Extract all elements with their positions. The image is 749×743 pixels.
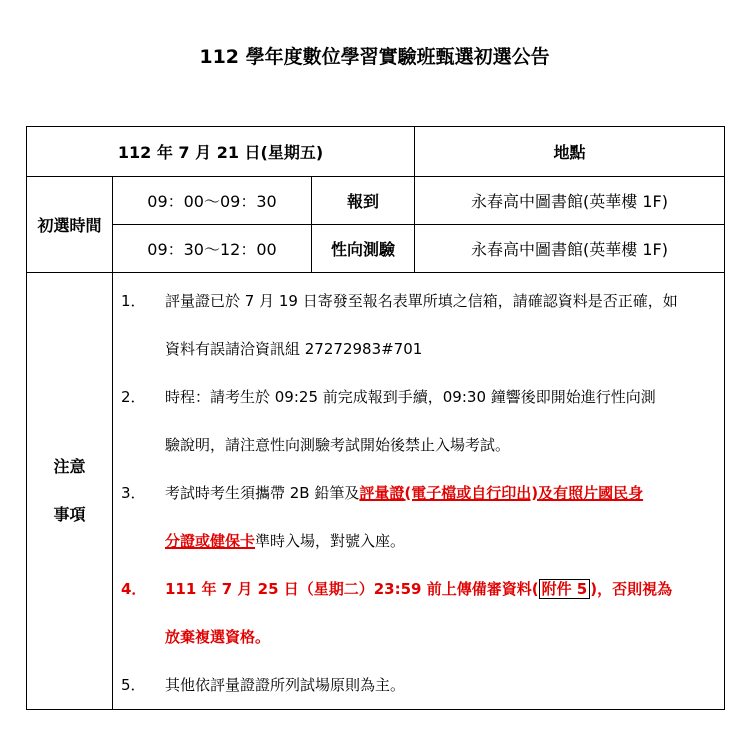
note-number: 1． bbox=[121, 292, 146, 310]
notes-content bbox=[113, 273, 725, 710]
note-item-2 bbox=[113, 373, 724, 469]
attachment-ref: 附件 5 bbox=[539, 579, 591, 599]
note-item-4 bbox=[113, 565, 724, 661]
note-item-5 bbox=[113, 661, 724, 709]
session-row bbox=[27, 225, 725, 273]
note-number: 5． bbox=[121, 676, 146, 694]
announcement-table bbox=[26, 126, 725, 710]
header-row bbox=[27, 127, 725, 177]
note-text bbox=[165, 565, 724, 661]
session-time: 09：30～12：00 bbox=[113, 225, 312, 273]
note-text bbox=[165, 373, 724, 469]
note-line: 時程：請考生於 09:25 前完成報到手續，09:30 鐘響後即開始進行性向測 bbox=[165, 388, 656, 406]
note-number: 3． bbox=[121, 484, 146, 502]
notes-label-2: 事項 bbox=[53, 505, 86, 524]
note-item-3 bbox=[113, 469, 724, 565]
note-text bbox=[165, 661, 724, 709]
page-title: 112 學年度數位學習實驗班甄選初選公告 bbox=[199, 46, 550, 68]
location-header: 地點 bbox=[415, 127, 725, 177]
session-label: 初選時間 bbox=[27, 177, 113, 273]
notes-label-cell bbox=[27, 273, 113, 710]
session-activity: 報到 bbox=[312, 177, 415, 225]
note-line: 驗說明，請注意性向測驗考試開始後禁止入場考試。 bbox=[165, 436, 511, 454]
note-highlight: 評量證(電子檔或自行印出)及有照片國民身 bbox=[359, 484, 644, 502]
notes-label-1: 注意 bbox=[53, 457, 86, 476]
note-highlight: 分證或健保卡 bbox=[165, 532, 256, 550]
note-line: 111 年 7 月 25 日（星期二）23:59 前上傳備審資料( bbox=[165, 580, 539, 598]
session-place: 永春高中圖書館(英華樓 1F) bbox=[415, 177, 725, 225]
note-line: 評量證已於 7 月 19 日寄發至報名表單所填之信箱，請確認資料是否正確，如 bbox=[165, 292, 678, 310]
notes-row bbox=[27, 273, 725, 710]
session-time: 09：00～09：30 bbox=[113, 177, 312, 225]
note-number: 2． bbox=[121, 388, 146, 406]
note-line: )，否則視為 bbox=[590, 580, 673, 598]
note-line: 考試時考生須攜帶 2B 鉛筆及 bbox=[165, 484, 360, 502]
note-text bbox=[165, 469, 724, 565]
note-line: 其他依評量證證所列試場原則為主。 bbox=[165, 676, 406, 694]
note-number: 4． bbox=[121, 580, 147, 598]
session-activity: 性向測驗 bbox=[312, 225, 415, 273]
note-item-1 bbox=[113, 277, 724, 373]
note-line: 準時入場，對號入座。 bbox=[255, 532, 406, 550]
note-line: 放棄複選資格。 bbox=[165, 628, 271, 646]
date-header: 112 年 7 月 21 日(星期五) bbox=[27, 127, 415, 177]
note-text bbox=[165, 277, 724, 373]
note-line: 資料有誤請洽資訊組 27272983#701 bbox=[165, 340, 423, 358]
session-row bbox=[27, 177, 725, 225]
session-place: 永春高中圖書館(英華樓 1F) bbox=[415, 225, 725, 273]
